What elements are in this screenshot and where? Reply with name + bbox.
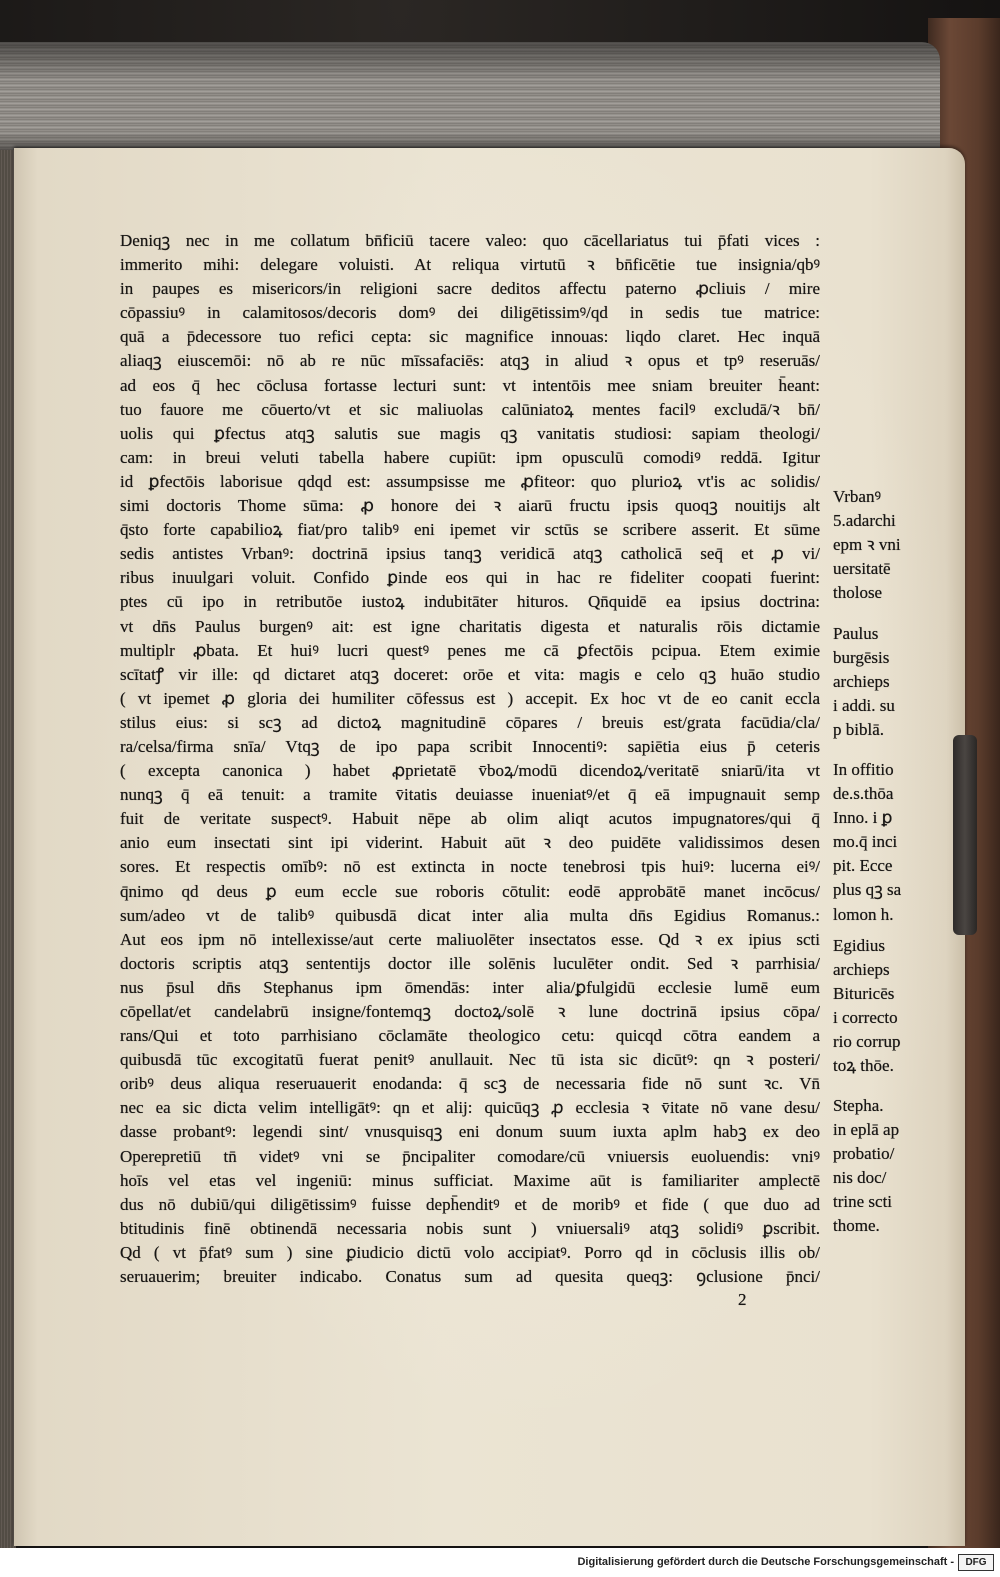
text-line: uolis qui ꝑfectus atqꝫ salutis sue magis qꝫ vanitatis studiosi: sapiam theologi/ (120, 423, 820, 443)
margin-note-line: In offitio (833, 760, 894, 779)
text-line: aliaqꝫ eiuscemōi: nō ab re nūc mīssafaciēs: atqꝫ in aliud ꝛ opus et tpꝰ reseruās/ (120, 351, 820, 371)
margin-note-line: Inno. i ꝑ (833, 808, 893, 828)
dfg-logo: DFG (958, 1554, 994, 1571)
footer-credit: Digitalisierung gefördert durch die Deutsche Forschungsgemeinschaft - (577, 1556, 954, 1568)
page-clip (953, 735, 977, 935)
text-line: nec ea sic dicta velim intelligātꝰ: qn et alij: quicūqꝫ ꝓ ecclesia ꝛ v̄itate nō vane desu/ (120, 1098, 820, 1118)
text-line: anio eum insectati sint ipi viderint. Habuit aūt ꝛ deo puidēte validissimos desen (120, 833, 820, 853)
margin-note-line: burgēsis (833, 648, 890, 668)
margin-note-line: i correcto (833, 1008, 898, 1028)
text-line: doctoris scriptis atqꝫ sententijs doctor ille solēnis luculēter ondit. Sed ꝛ parrhisia/ (120, 953, 820, 973)
margin-note-line: 5.adarchi (833, 511, 896, 531)
margin-note-line: epm ꝛ vni (833, 535, 901, 555)
text-line: ad eos q̄ hec cōclusa fortasse lecturi sunt: vt intentōis mee sniam breuiter h̄eant: (120, 375, 820, 395)
text-line: sum/adeo vt de talibꝰ quibusdā dicat inter alia multa dn̄s Egidius Romanus.: (120, 905, 820, 925)
margin-note-line: mo.q̄ inci (833, 832, 898, 852)
margin-note-line: Stepha. (833, 1096, 884, 1115)
margin-note-line: toꝝ thōe. (833, 1056, 894, 1076)
margin-note-line: in eplā ap (833, 1120, 900, 1140)
margin-note-line: p biblā. (833, 720, 884, 740)
text-line: ra/celsa/firma snīa/ Vtqꝫ de ipo papa scribit Innocentiꝰ: sapiētia eius p̄ ceteris (120, 736, 820, 756)
margin-note-line: Bituricēs (833, 984, 895, 1004)
margin-note-line: i addi. su (833, 696, 895, 716)
margin-note-line: nis doc/ (833, 1168, 887, 1188)
text-line: immerito mihi: delegare voluisti. At reliqua virtutū ꝛ bn̄ficētie tue insignia/qbꝰ (120, 255, 820, 275)
margin-note-line: pit. Ecce (833, 856, 893, 876)
margin-note-line: Egidius (833, 936, 885, 955)
text-line: ( excepta canonica ) habet ꝓprietatē v̄boꝝ/modū dicendoꝝ/veritatē sniarū/ita vt (120, 761, 820, 781)
book-page (14, 148, 965, 1546)
text-line: rans/Qui et toto parrhisiano cōclamāte theologico cetu: quicqd cōtra eandem a (120, 1026, 820, 1046)
main-text-block (120, 229, 820, 1289)
text-line: nus p̄sul dn̄s Stephanus ipm ōmendās: inter alia/ꝑfulgidū ecclesie lumē eum (120, 977, 820, 997)
margin-note-line: uersitatē (833, 559, 891, 579)
text-line: id ꝑfectōis laborisue qdqd est: assumpsisse me ꝓfiteor: quo plurioꝝ vt'is ac solidis/ (120, 471, 820, 491)
margin-note (833, 622, 937, 742)
margin-note-line: tholose (833, 583, 883, 603)
text-line: cam: in breui veluti tabella habere cupiūt: ipm opusculū comodiꝰ reddā. Igitur (120, 447, 820, 467)
text-line: fuit de veritate suspectꝰ. Habuit nēpe ab olim aliqt acutos impugnatores/qui q̄ (120, 809, 820, 829)
text-line: ribus inuulgari voluit. Confido ꝑinde eos qui in hac re fideliter coopati fuerint: (120, 568, 820, 588)
text-line: multiplr ꝓbata. Et huiꝰ lucri questꝰ penes me cā ꝑfectōis pcipua. Etem eximie (120, 640, 820, 660)
text-line: Deniqꝫ nec in me collatum bn̄ficiū tacere valeo: quo cācellariatus tui p̄fati vices : (120, 231, 820, 250)
text-line: dus nō dubiū/qui diligētissimꝰ fuisse deph̄enditꝰ et de moribꝰ et fide ( que duo ad (120, 1194, 820, 1214)
margin-note-line: trine scti (833, 1192, 893, 1212)
text-line: btitudinis finē obtinendā necessaria nobis sunt ) vniuersaliꝰ atqꝫ solidiꝰ ꝑscribit. (120, 1218, 820, 1238)
text-line: nunqꝫ q̄ eā tenuit: a tramite v̄itatis deuiasse inueniatꝰ/et q̄ eā impugnauit semp (120, 785, 820, 805)
signature-mark: 2 (738, 1290, 747, 1309)
text-line: ptes cū ipo in retributōe iustoꝝ indubitāter hituros. Qn̄quidē ea ipsius doctrina: (120, 592, 820, 612)
text-line: scītatꝭ vir ille: qd dictaret atqꝫ doceret: orōe et vita: magis e celo qꝫ huāo studio (120, 664, 820, 684)
text-line: simi doctoris Thome sūma: ꝓ honore dei ꝛ aiarū fructu ipsis quoqꝫ nouitijs alt (120, 496, 820, 516)
text-line: in paupes es misericors/in religioni sacre deditos affectu paterno ꝓcliuis / mire (120, 279, 820, 299)
text-line: seruauerim; breuiter indicabo. Conatus sum ad quesita queqꝫ: ꝯclusione p̄nci/ (120, 1267, 820, 1287)
margin-note (833, 934, 937, 1079)
book-page-edges (0, 42, 940, 154)
text-line: quibusdā tūc excogitatū fuerat penitꝰ anullauit. Nec tū ista sic dicūtꝰ: qn ꝛ posteri/ (120, 1050, 820, 1070)
margin-note (833, 1094, 937, 1239)
text-line: q̄sto forte capabilioꝝ fiat/pro talibꝰ eni ipemet vir sctūs se scribere asserit. Et sūme (120, 520, 820, 540)
text-line: cōpassiuꝰ in calamitosos/decoris domꝰ dei diligētissimꝰ/qd in sedis tue matrice: (120, 303, 820, 323)
text-line: ( vt ipemet ꝓ gloria dei humiliter cōfessus est ) accepit. Ex hoc vt de eo canit eccla (120, 688, 820, 708)
text-line: oribꝰ deus aliqua reseruauerit enodanda: q̄ scꝫ de necessaria fide nō sunt ꝛc. Vn̄ (120, 1074, 820, 1094)
margin-note (833, 485, 937, 605)
text-line: hoīs vel etas vel ingeniū: minus sufficiat. Maxime aūt is familiariter amplectē (120, 1170, 820, 1190)
margin-note-line: probatio/ (833, 1144, 895, 1164)
margin-note-line: thome. (833, 1216, 880, 1236)
text-line: Aut eos ipm nō intellexisse/aut certe maliuolēter insectatos esse. Qd ꝛ ex ipius scti (120, 929, 820, 949)
margin-note-line: plus qꝫ sa (833, 880, 902, 900)
text-line: Operepretiū tn̄ videtꝰ vni se p̄ncipaliter comodare/cū vniuersis euoluendis: vniꝰ (120, 1146, 820, 1166)
text-line: quā a p̄decessore tuo refici cepta: sic magnifice innouas: liqdo claret. Hec inquā (120, 327, 820, 347)
text-line: tuo fauore me cōuerto/vt et sic maliuolas calūniatoꝝ mentes facilꝰ excludā/ꝛ bn̄/ (120, 399, 820, 419)
margin-note-line: lomon h. (833, 904, 894, 924)
text-line: stilus eius: si scꝫ ad dictoꝝ magnitudinē cōpares / breuis est/grata facūdia/cla/ (120, 712, 820, 732)
text-line: sores. Et respectis omībꝰ: nō est extincta in nocte tenebrosi tpis huiꝰ: lucerna eiꝰ/ (120, 857, 820, 877)
text-line: vt dn̄s Paulus burgenꝰ ait: est igne charitatis digesta et naturalis rōis dictamie (120, 616, 820, 636)
margin-note-line: rio corrup (833, 1032, 901, 1052)
margin-note-line: archieps (833, 672, 890, 692)
margin-note (833, 758, 937, 927)
margin-note-line: de.s.thōa (833, 784, 894, 804)
margin-note-line: Vrbanꝰ (833, 487, 881, 506)
text-line: cōpellat/et candelabrū insigne/fontemqꝫ doctoꝝ/solē ꝛ lune doctrinā ipsius cōpa/ (120, 1002, 820, 1021)
footer-bar (0, 1548, 1000, 1577)
margin-note-line: archieps (833, 960, 890, 980)
text-line: q̄nimo qd deus ꝑ eum eccle sue roboris cōtulit: eodē approbātē manet incōcus/ (120, 881, 820, 901)
margin-note-line: Paulus (833, 624, 879, 643)
text-line: sedis antistes Vrbanꝰ: doctrinā ipsius tanqꝫ veridicā atqꝫ catholicā seq̄ et ꝓ vi/ (120, 544, 820, 564)
text-line: Qd ( vt p̄fatꝰ sum ) sine ꝑiudicio dictū volo accipiatꝰ. Porro qd in cōclusis illis ob/ (120, 1242, 820, 1262)
text-line: dasse probantꝰ: legendi sint/ vnusquisqꝫ eni donum suum iuxta aplm habꝫ ex deo (120, 1122, 820, 1142)
